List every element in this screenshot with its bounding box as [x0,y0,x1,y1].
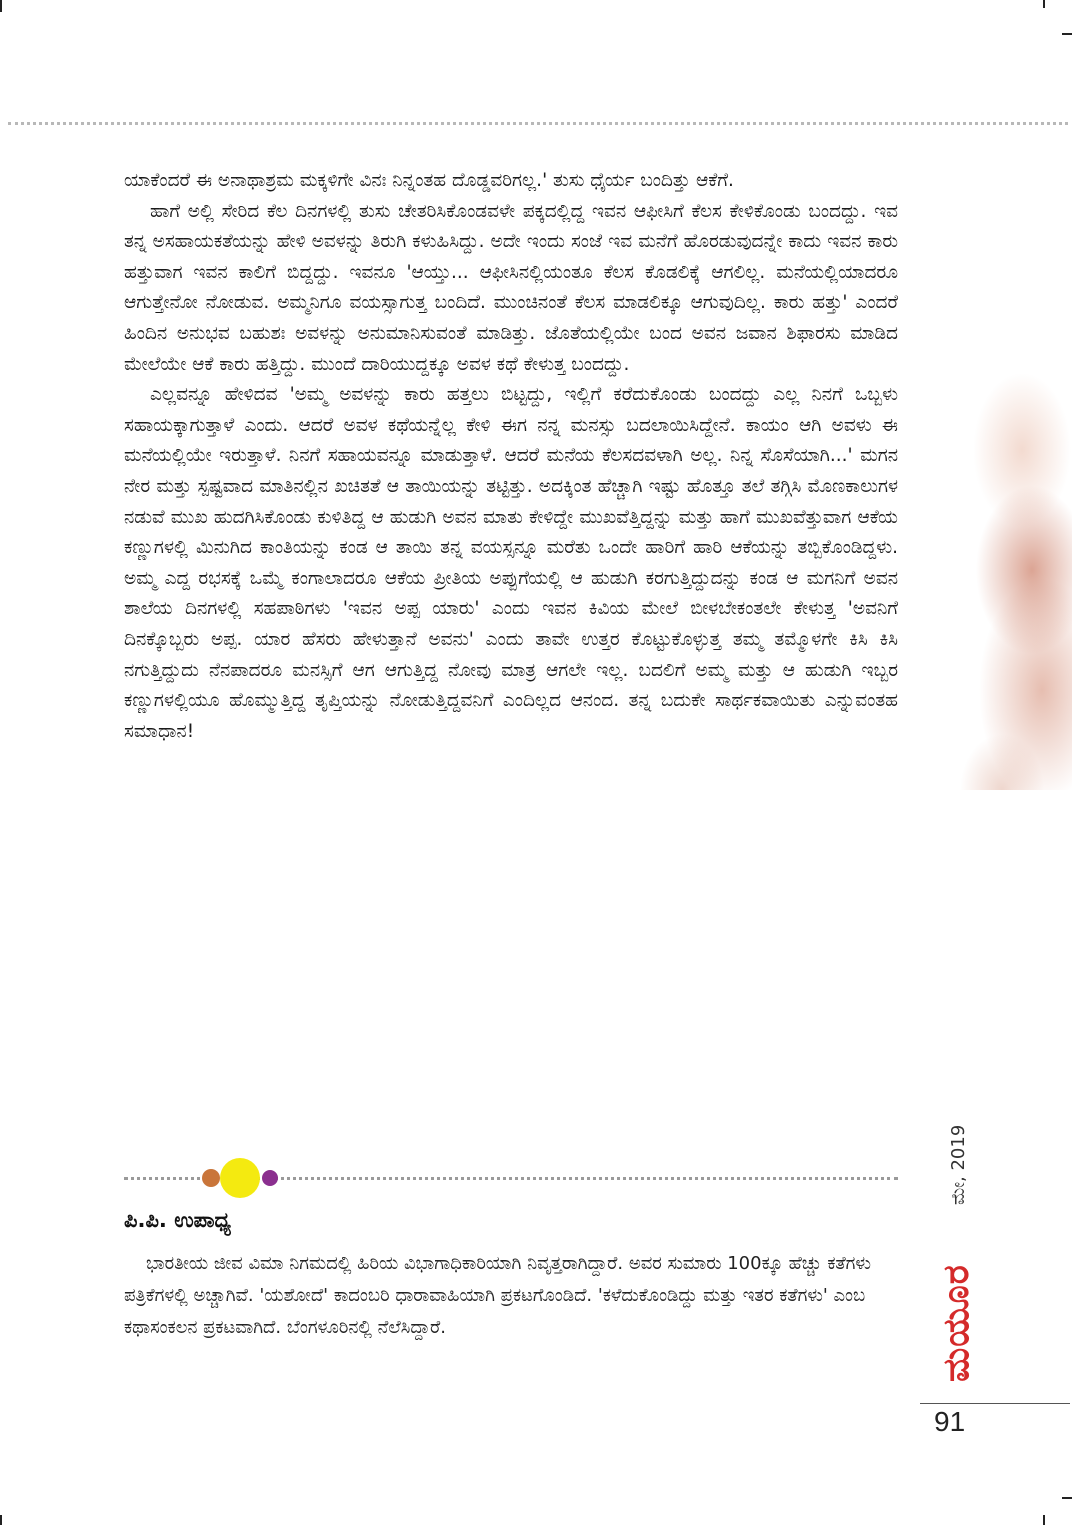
author-bio [124,1248,894,1344]
header-dotted-rule [8,122,1068,125]
magazine-masthead: ಮಯೂರ [936,1264,977,1382]
crop-mark-top-left [0,0,2,12]
article-paragraph: ಹಾಗೆ ಅಲ್ಲಿ ಸೇರಿದ ಕೆಲ ದಿನಗಳಲ್ಲಿ ತುಸು ಚೇತರಿಸಿಕೊಂಡವಳೇ ಪಕ್ಕದಲ್ಲಿದ್ದ ಇವನ ಆಫೀಸಿಗೆ ಕೆಲಸ ಕೇಳಿಕೊಂಡು ಬಂದದ್ದು. ಇವ ತನ್ನ ಅಸಹಾಯಕತೆಯನ್ನು ಹೇಳಿ ಅವಳನ್ನು ತಿರುಗಿ ಕಳುಹಿಸಿದ್ದು. ಅದೇ ಇಂದು ಸಂಜೆ ಇವ ಮನೆಗೆ ಹೊರಡುವುದನ್ನೇ ಕಾದು ಇವನ ಕಾರು ಹತ್ತುವಾಗ ಇವನ ಕಾಲಿಗೆ ಬಿದ್ದದ್ದು. ಇವನೂ 'ಆಯ್ತು... ಆಫೀಸಿನಲ್ಲಿಯಂತೂ ಕೆಲಸ ಕೊಡಲಿಕ್ಕೆ ಆಗಲಿಲ್ಲ. ಮನೆಯಲ್ಲಿಯಾದರೂ ಆಗುತ್ತೇನೋ ನೋಡುವ. ಅಮ್ಮನಿಗೂ ವಯಸ್ಸಾಗುತ್ತ ಬಂದಿದೆ. ಮುಂಚಿನಂತೆ ಕೆಲಸ ಮಾಡಲಿಕ್ಕೂ ಆಗುವುದಿಲ್ಲ. ಕಾರು ಹತ್ತು' ಎಂದರೆ ಹಿಂದಿನ ಅನುಭವ ಬಹುಶಃ ಅವಳನ್ನು ಅನುಮಾನಿಸುವಂತೆ ಮಾಡಿತ್ತು. ಜೊತೆಯಲ್ಲಿಯೇ ಬಂದ ಅವನ ಜವಾನ ಶಿಫಾರಸು ಮಾಡಿದ ಮೇಲೆಯೇ ಆಕೆ ಕಾರು ಹತ್ತಿದ್ದು. ಮುಂದೆ ದಾರಿಯುದ್ದಕ್ಕೂ ಅವಳ ಕಥೆ ಕೇಳುತ್ತ ಬಂದದ್ದು. [124,200,898,375]
crop-mark-bottom-left [0,1515,2,1525]
crop-mark-right-bottom [1062,1497,1072,1499]
page-number-rule [920,1403,1070,1404]
watercolor-decoration [912,270,1072,790]
author-name: ಪಿ.ಪಿ. ಉಪಾಧ್ಯ [124,1208,231,1232]
article-paragraph: ಎಲ್ಲವನ್ನೂ ಹೇಳಿದವ 'ಅಮ್ಮ ಅವಳನ್ನು ಕಾರು ಹತ್ತಲು ಬಿಟ್ಟದ್ದು, ಇಲ್ಲಿಗೆ ಕರೆದುಕೊಂಡು ಬಂದದ್ದು ಎಲ್ಲ ನಿನಗೆ ಒಬ್ಬಳು ಸಹಾಯಕ್ಕಾಗುತ್ತಾಳೆ ಎಂದು. ಆದರೆ ಅವಳ ಕಥೆಯನ್ನೆಲ್ಲ ಕೇಳಿ ಈಗ ನನ್ನ ಮನಸ್ಸು ಬದಲಾಯಿಸಿದ್ದೇನೆ. ಕಾಯಂ ಆಗಿ ಅವಳು ಈ ಮನೆಯಲ್ಲಿಯೇ ಇರುತ್ತಾಳೆ. ನಿನಗೆ ಸಹಾಯವನ್ನೂ ಮಾಡುತ್ತಾಳೆ. ಆದರೆ ಮನೆಯ ಕೆಲಸದವಳಾಗಿ ಅಲ್ಲ. ನಿನ್ನ ಸೊಸೆಯಾಗಿ...' ಮಗನ ನೇರ ಮತ್ತು ಸ್ಪಷ್ಟವಾದ ಮಾತಿನಲ್ಲಿನ ಖಚಿತತೆ ಆ ತಾಯಿಯನ್ನು ತಟ್ಟಿತ್ತು. ಅದಕ್ಕಿಂತ ಹೆಚ್ಚಾಗಿ ಇಷ್ಟು ಹೊತ್ತೂ ತಲೆ ತಗ್ಗಿಸಿ ಮೊಣಕಾಲುಗಳ ನಡುವೆ ಮುಖ ಹುದಗಿಸಿಕೊಂಡು ಕುಳಿತಿದ್ದ ಆ ಹುಡುಗಿ ಅವನ ಮಾತು ಕೇಳಿದ್ದೇ ಮುಖವೆತ್ತಿದ್ದನ್ನು ಮತ್ತು ಹಾಗೆ ಮುಖವೆತ್ತುವಾಗ ಆಕೆಯ ಕಣ್ಣುಗಳಲ್ಲಿ ಮಿನುಗಿದ ಕಾಂತಿಯನ್ನು ಕಂಡ ಆ ತಾಯಿ ತನ್ನ ವಯಸ್ಸನ್ನೂ ಮರೆತು ಒಂದೇ ಹಾರಿಗೆ ಹಾರಿ ಆಕೆಯನ್ನು ತಬ್ಬಿಕೊಂಡಿದ್ದಳು. ಅಮ್ಮ ಎದ್ದ ರಭಸಕ್ಕೆ ಒಮ್ಮೆ ಕಂಗಾಲಾದರೂ ಆಕೆಯ ಪ್ರೀತಿಯ ಅಪ್ಪುಗೆಯಲ್ಲಿ ಆ ಹುಡುಗಿ ಕರಗುತ್ತಿದ್ದುದನ್ನು ಕಂಡ ಆ ಮಗನಿಗೆ ಅವನ ಶಾಲೆಯ ದಿನಗಳಲ್ಲಿ ಸಹಪಾಠಿಗಳು 'ಇವನ ಅಪ್ಪ ಯಾರು' ಎಂದು ಇವನ ಕಿವಿಯ ಮೇಲೆ ಬೀಳಬೇಕಂತಲೇ ಕೇಳುತ್ತ 'ಅವನಿಗೆ ದಿನಕ್ಕೊಬ್ಬರು ಅಪ್ಪ. ಯಾರ ಹೆಸರು ಹೇಳುತ್ತಾನೆ ಅವನು' ಎಂದು ತಾವೇ ಉತ್ತರ ಕೊಟ್ಟುಕೊಳ್ಳುತ್ತ ತಮ್ಮ ತಮ್ಮೊಳಗೇ ಕಿಸಿ ಕಿಸಿ ನಗುತ್ತಿದ್ದುದು ನೆನಪಾದರೂ ಮನಸ್ಸಿಗೆ ಆಗ ಆಗುತ್ತಿದ್ದ ನೋವು ಮಾತ್ರ ಆಗಲೇ ಇಲ್ಲ. ಬದಲಿಗೆ ಅಮ್ಮ ಮತ್ತು ಆ ಹುಡುಗಿ ಇಬ್ಬರ ಕಣ್ಣುಗಳಲ್ಲಿಯೂ ಹೊಮ್ಮುತ್ತಿದ್ದ ತೃಪ್ತಿಯನ್ನು ನೋಡುತ್ತಿದ್ದವನಿಗೆ ಎಂದಿಲ್ಲದ ಆನಂದ. ತನ್ನ ಬದುಕೇ ಸಾರ್ಥಕವಾಯಿತು ಎನ್ನುವಂತಹ ಸಮಾಧಾನ! [124,384,898,742]
article-body [124,166,898,747]
author-bio-text: ಭಾರತೀಯ ಜೀವ ವಿಮಾ ನಿಗಮದಲ್ಲಿ ಹಿರಿಯ ವಿಭಾಗಾಧಿಕಾರಿಯಾಗಿ ನಿವೃತ್ತರಾಗಿದ್ದಾರೆ. ಅವರ ಸುಮಾರು 100ಕ್ಕೂ ಹೆಚ್ಚು ಕತೆಗಳು ಪತ್ರಿಕೆಗಳಲ್ಲಿ ಅಚ್ಚಾಗಿವೆ. 'ಯಶೋದೆ' ಕಾದಂಬರಿ ಧಾರಾವಾಹಿಯಾಗಿ ಪ್ರಕಟಗೊಂಡಿದೆ. 'ಕಳೆದುಕೊಂಡಿದ್ದು ಮತ್ತು ಇತರ ಕತೆಗಳು' ಎಂಬ ಕಥಾಸಂಕಲನ ಪ್ರಕಟವಾಗಿದೆ. ಬೆಂಗಳೂರಿನಲ್ಲಿ ನೆಲೆಸಿದ್ದಾರೆ. [124,1253,871,1338]
yellow-dot-icon [220,1158,260,1198]
crop-mark-bottom-right [1043,1515,1045,1525]
page-number: 91 [934,1406,966,1437]
crop-mark-right-top [1062,33,1072,35]
author-divider [124,1158,898,1198]
purple-dot-icon [262,1170,278,1186]
crop-mark-top-right [1043,0,1045,8]
orange-dot-icon [202,1169,220,1187]
article-paragraph: ಯಾಕೆಂದರೆ ಈ ಅನಾಥಾಶ್ರಮ ಮಕ್ಕಳಿಗೇ ವಿನಃ ನಿನ್ನಂತಹ ದೊಡ್ಡವರಿಗಲ್ಲ.' ತುಸು ಧೈರ್ಯ ಬಂದಿತ್ತು ಆಕೆಗೆ. [124,170,734,191]
issue-date: ಮೇ, 2019 [948,1124,969,1205]
